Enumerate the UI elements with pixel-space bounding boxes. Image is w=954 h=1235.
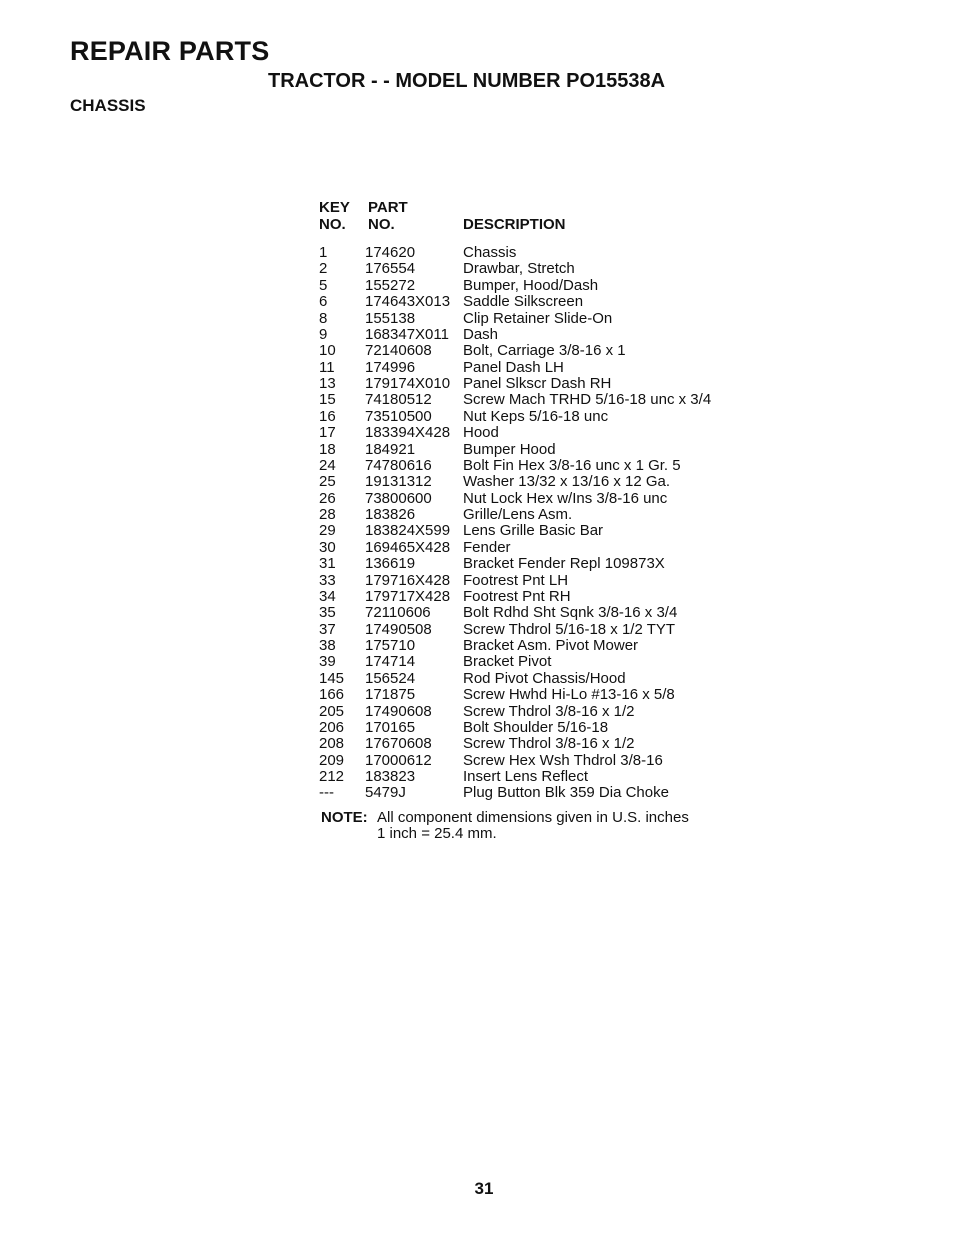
list-item — [319, 327, 739, 343]
part-number: 174714 — [365, 653, 416, 671]
part-description: Hood — [463, 424, 499, 442]
part-number: 176554 — [365, 260, 416, 278]
page-title: REPAIR PARTS — [70, 36, 270, 66]
part-description: Washer 13/32 x 13/16 x 12 Ga. — [463, 473, 671, 491]
key-number: 33 — [319, 571, 336, 589]
part-number: 174643X013 — [365, 293, 451, 311]
key-number: 11 — [319, 358, 335, 376]
part-description: Screw Thdrol 3/8-16 x 1/2 — [463, 702, 635, 720]
part-description: Panel Slkscr Dash RH — [463, 375, 612, 392]
part-description: Plug Button Blk 359 Dia Choke — [463, 784, 669, 802]
list-item — [319, 278, 739, 294]
section-title: CHASSIS — [70, 96, 146, 115]
list-item — [319, 687, 739, 703]
list-item — [319, 425, 739, 441]
part-number: 183823 — [365, 768, 416, 785]
part-number: 17490608 — [365, 702, 432, 720]
part-number: 171875 — [365, 686, 416, 704]
key-number: 10 — [319, 342, 336, 360]
key-number: 24 — [319, 456, 336, 474]
part-number: 184921 — [365, 440, 416, 458]
key-number: 6 — [319, 293, 328, 311]
key-number: 29 — [319, 522, 336, 540]
key-number: 13 — [319, 375, 336, 392]
list-item — [319, 622, 739, 638]
part-description: Footrest Pnt RH — [463, 587, 571, 605]
part-number: 174620 — [365, 244, 416, 261]
part-number: 156524 — [365, 669, 416, 687]
key-number: 26 — [319, 489, 336, 507]
key-number: 1 — [319, 244, 328, 261]
part-header-line1: PART — [368, 199, 408, 216]
key-number: 209 — [319, 751, 345, 769]
key-number: 35 — [319, 604, 336, 622]
list-item — [319, 654, 739, 670]
key-number: 37 — [319, 620, 336, 638]
part-description: Clip Retainer Slide-On — [463, 309, 613, 327]
part-description: Dash — [463, 325, 499, 343]
list-item — [319, 311, 739, 327]
part-number: 74780616 — [365, 456, 432, 474]
part-description: Grille/Lens Asm. — [463, 506, 573, 523]
part-number: 179716X428 — [365, 571, 451, 589]
list-item — [319, 360, 739, 376]
part-number: 17000612 — [365, 751, 432, 769]
note-line1: All component dimensions given in U.S. inches — [377, 808, 689, 826]
parts-rows — [319, 245, 739, 802]
part-number: 168347X011 — [365, 325, 449, 343]
key-number: 15 — [319, 391, 336, 409]
key-header-line2: NO. — [319, 216, 346, 233]
part-description: Screw Hex Wsh Thdrol 3/8-16 — [463, 751, 663, 769]
list-item — [319, 491, 739, 507]
part-description: Bracket Pivot — [463, 653, 552, 671]
part-header-line2: NO. — [368, 216, 395, 233]
part-description: Nut Lock Hex w/Ins 3/8-16 unc — [463, 489, 668, 507]
part-number: 183824X599 — [365, 522, 451, 540]
part-description: Panel Dash LH — [463, 358, 564, 376]
page-number: 31 — [474, 1179, 494, 1198]
key-number: 212 — [319, 768, 345, 785]
key-number: 28 — [319, 506, 336, 523]
key-number: 31 — [319, 555, 336, 573]
note-label: NOTE: — [321, 808, 368, 826]
part-description: Bracket Fender Repl 109873X — [463, 555, 665, 573]
part-number: 174996 — [365, 358, 416, 376]
part-number: 170165 — [365, 718, 416, 736]
key-number: 38 — [319, 637, 336, 654]
part-description: Rod Pivot Chassis/Hood — [463, 669, 626, 687]
key-number: 206 — [319, 718, 345, 736]
part-description: Saddle Silkscreen — [463, 293, 584, 311]
part-description: Drawbar, Stretch — [463, 260, 575, 278]
list-item — [319, 245, 739, 261]
list-item — [319, 736, 739, 752]
part-number: 5479J — [365, 784, 406, 802]
part-description: Screw Thdrol 5/16-18 x 1/2 TYT — [463, 620, 676, 638]
list-item — [319, 671, 739, 687]
part-number: 72140608 — [365, 342, 432, 360]
key-number: 208 — [319, 735, 345, 753]
part-number: 73510500 — [365, 407, 432, 425]
model-title: TRACTOR - - MODEL NUMBER PO15538A — [268, 70, 666, 92]
list-item — [319, 442, 739, 458]
part-number: 179717X428 — [365, 587, 451, 605]
list-item — [319, 589, 739, 605]
list-item — [319, 753, 739, 769]
part-description: Footrest Pnt LH — [463, 571, 569, 589]
part-number: 19131312 — [365, 473, 432, 491]
part-description: Screw Hwhd Hi-Lo #13-16 x 5/8 — [463, 686, 675, 704]
part-number: 183394X428 — [365, 424, 451, 442]
key-number: 8 — [319, 309, 328, 327]
key-number: 30 — [319, 538, 336, 556]
list-item — [319, 720, 739, 736]
key-number: 2 — [319, 260, 328, 278]
key-number: 39 — [319, 653, 336, 671]
part-description: Nut Keps 5/16-18 unc — [463, 407, 609, 425]
key-number: 5 — [319, 276, 328, 294]
part-number: 17490508 — [365, 620, 432, 638]
description-header: DESCRIPTION — [463, 216, 566, 233]
parts-list-header — [319, 199, 739, 235]
key-number: 17 — [319, 424, 336, 442]
part-description: Bolt Fin Hex 3/8-16 unc x 1 Gr. 5 — [463, 456, 681, 474]
list-item — [319, 540, 739, 556]
part-number: 72110606 — [365, 604, 431, 622]
key-number: --- — [319, 784, 334, 802]
list-item — [319, 261, 739, 277]
part-number: 136619 — [365, 555, 416, 573]
part-number: 183826 — [365, 506, 416, 523]
part-number: 73800600 — [365, 489, 432, 507]
key-number: 18 — [319, 440, 336, 458]
list-item — [319, 605, 739, 621]
part-number: 179174X010 — [365, 375, 451, 392]
list-item — [319, 556, 739, 572]
part-description: Bolt, Carriage 3/8-16 x 1 — [463, 342, 626, 360]
key-number: 205 — [319, 702, 345, 720]
part-number: 17670608 — [365, 735, 432, 753]
list-item — [319, 638, 739, 654]
part-description: Screw Thdrol 3/8-16 x 1/2 — [463, 735, 635, 753]
part-description: Lens Grille Basic Bar — [463, 522, 604, 540]
part-description: Fender — [463, 538, 511, 556]
key-number: 9 — [319, 325, 328, 343]
list-item — [319, 376, 739, 392]
list-item — [319, 523, 739, 539]
list-item — [319, 294, 739, 310]
key-number: 16 — [319, 407, 336, 425]
part-number: 175710 — [365, 637, 416, 654]
part-number: 169465X428 — [365, 538, 451, 556]
key-number: 34 — [319, 587, 336, 605]
list-item — [319, 458, 739, 474]
part-description: Screw Mach TRHD 5/16-18 unc x 3/4 — [463, 391, 712, 409]
part-description: Bolt Shoulder 5/16-18 — [463, 718, 609, 736]
list-item — [319, 409, 739, 425]
part-description: Insert Lens Reflect — [463, 768, 589, 785]
key-number: 145 — [319, 669, 345, 687]
part-number: 74180512 — [365, 391, 432, 409]
note-line2: 1 inch = 25.4 mm. — [377, 824, 497, 842]
part-description: Bumper, Hood/Dash — [463, 276, 599, 294]
list-item — [319, 785, 739, 801]
list-item — [319, 573, 739, 589]
note — [319, 810, 739, 844]
key-number: 25 — [319, 473, 336, 491]
part-number: 155138 — [365, 309, 416, 327]
part-description: Bolt Rdhd Sht Sqnk 3/8-16 x 3/4 — [463, 604, 678, 622]
key-number: 166 — [319, 686, 345, 704]
part-description: Bumper Hood — [463, 440, 556, 458]
part-description: Bracket Asm. Pivot Mower — [463, 637, 639, 654]
part-number: 155272 — [365, 276, 416, 294]
parts-list — [319, 199, 739, 844]
list-item — [319, 392, 739, 408]
list-item — [319, 343, 739, 359]
list-item — [319, 507, 739, 523]
key-header-line1: KEY — [319, 199, 350, 216]
list-item — [319, 704, 739, 720]
list-item — [319, 769, 739, 785]
part-description: Chassis — [463, 244, 517, 261]
list-item — [319, 474, 739, 490]
